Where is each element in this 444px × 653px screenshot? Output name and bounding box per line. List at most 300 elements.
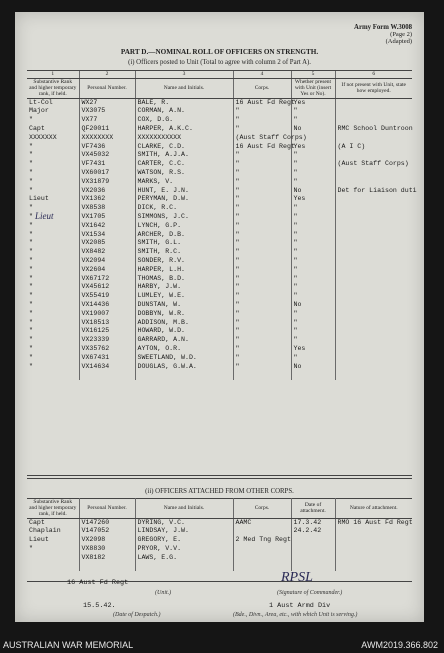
table-row [27, 160, 412, 169]
note-cell [335, 248, 412, 257]
header-nature-attachment: Nature of attachment. [335, 499, 412, 519]
corps-cell: " [233, 204, 291, 213]
personal-number-cell: VX1534 [79, 231, 135, 240]
col-number: 5 [291, 71, 335, 79]
status-cell: " [291, 336, 335, 345]
note-cell: RMC School Duntroon [335, 125, 412, 134]
rank-cell: XXXXXXX [29, 133, 57, 141]
name-cell: MARKS, V. [135, 178, 233, 187]
corps-cell [233, 527, 291, 536]
section1-title: (i) Officers posted to Unit (Total to agree with column 2 of Part A). [128, 59, 311, 66]
rank-cell: Chaplain [29, 527, 61, 535]
name-cell: WATSON, R.S. [135, 169, 233, 178]
note-cell [335, 239, 412, 248]
document-page [15, 12, 424, 622]
status-cell: " [291, 204, 335, 213]
corps-cell: 16 Aust Fd Regt [233, 98, 291, 107]
note-cell [335, 554, 412, 563]
col-number: 1 [27, 71, 79, 79]
status-cell: " [291, 248, 335, 257]
status-cell: " [291, 231, 335, 240]
rank-cell: Capt [29, 125, 45, 132]
name-cell: CARTER, C.C. [135, 160, 233, 169]
status-cell: " [291, 327, 335, 336]
note-cell [335, 283, 412, 292]
corps-cell: " [233, 266, 291, 275]
name-cell: CORMAN, A.N. [135, 107, 233, 116]
personal-number-cell: VX1642 [79, 222, 135, 231]
rank-cell: " [29, 283, 33, 291]
table-row [27, 169, 412, 178]
table-row [27, 178, 412, 187]
table-row [27, 518, 412, 527]
personal-number-cell: VF7436 [79, 143, 135, 152]
col-number: 4 [233, 71, 291, 79]
table-row [27, 363, 412, 372]
corps-cell [233, 545, 291, 554]
header-row [27, 499, 412, 519]
table-row [27, 301, 412, 310]
table-row [27, 345, 412, 354]
corps-cell: " [233, 292, 291, 301]
note-cell [335, 345, 412, 354]
rank-cell: Lieut [29, 195, 49, 203]
table-row [27, 283, 412, 292]
header-name: Name and Initials. [135, 79, 233, 99]
name-cell: COX, D.G. [135, 116, 233, 125]
note-cell [335, 178, 412, 187]
rank-cell: " [29, 221, 33, 229]
status-cell: " [291, 222, 335, 231]
corps-cell: " [233, 213, 291, 222]
name-cell: AYTON, O.R. [135, 345, 233, 354]
personal-number-cell: VX77 [79, 116, 135, 125]
rank-cell: " [29, 230, 33, 238]
formation-value: 1 Aust Armd Div [269, 602, 331, 610]
status-cell: " [291, 178, 335, 187]
note-cell: RMO 16 Aust Fd Regt [335, 518, 412, 527]
name-cell: SWEETLAND, W.D. [135, 354, 233, 363]
status-cell: Yes [291, 195, 335, 204]
status-cell: Yes [291, 143, 335, 152]
note-cell [335, 310, 412, 319]
table-row [27, 116, 412, 125]
personal-number-cell: VX35762 [79, 345, 135, 354]
name-cell: DUNSTAN, W. [135, 301, 233, 310]
personal-number-cell: VX23339 [79, 336, 135, 345]
col-number: 3 [135, 71, 233, 79]
corps-cell: " [233, 336, 291, 345]
status-cell [291, 545, 335, 554]
personal-number-cell: V147260 [79, 518, 135, 527]
note-cell [335, 336, 412, 345]
name-cell: DYRING, V.C. [135, 518, 233, 527]
status-cell: No [291, 363, 335, 372]
table-row [27, 354, 412, 363]
note-cell [335, 363, 412, 372]
personal-number-cell: VX16125 [79, 327, 135, 336]
rank-cell: " [29, 256, 33, 264]
header-date-attachment: Date of attachment. [291, 499, 335, 519]
personal-number-cell: VX2085 [79, 239, 135, 248]
corps-cell: " [233, 107, 291, 116]
personal-number-cell: VX67431 [79, 354, 135, 363]
name-cell: DOUGLAS, G.W.A. [135, 363, 233, 372]
status-cell: 24.2.42 [291, 527, 335, 536]
corps-cell: " [233, 275, 291, 284]
personal-number-cell: VX55419 [79, 292, 135, 301]
name-cell: LYNCH, G.P. [135, 222, 233, 231]
formation-caption: (Bde., Divn., Area, etc., with which Unit is serving.) [233, 612, 358, 618]
table-row [27, 107, 412, 116]
note-cell [335, 327, 412, 336]
header-corps: Corps. [233, 499, 291, 519]
corps-cell: " [233, 354, 291, 363]
corps-cell: " [233, 257, 291, 266]
note-cell [335, 107, 412, 116]
status-cell [291, 554, 335, 563]
unit-caption: (Unit.) [155, 590, 172, 596]
corps-cell: " [233, 231, 291, 240]
header-rank: Substantive Rank and higher temporary rank, if held. [27, 499, 79, 519]
corps-cell: " [233, 116, 291, 125]
status-cell: " [291, 266, 335, 275]
table-row [27, 527, 412, 536]
header-personal-number: Personal Number. [79, 79, 135, 99]
name-cell: HARPER, A.K.C. [135, 125, 233, 134]
section2-title: (ii) OFFICERS ATTACHED FROM OTHER CORPS. [145, 488, 294, 495]
corps-cell: " [233, 239, 291, 248]
corps-cell: " [233, 319, 291, 328]
rank-cell: " [29, 336, 33, 344]
rank-cell: " [29, 151, 33, 159]
personal-number-cell: VX14634 [79, 363, 135, 372]
rank-cell: Major [29, 107, 49, 115]
name-cell: CLARKE, C.D. [135, 143, 233, 152]
form-identifier [354, 24, 412, 45]
personal-number-cell: VX3075 [79, 107, 135, 116]
header-personal-number: Personal Number. [79, 499, 135, 519]
note-cell [335, 257, 412, 266]
status-cell: " [291, 239, 335, 248]
personal-number-cell: VX1362 [79, 195, 135, 204]
rank-cell: " [29, 248, 33, 256]
table-row [27, 319, 412, 328]
personal-number-cell: WX27 [79, 98, 135, 107]
name-cell: SMITH, R.C. [135, 248, 233, 257]
status-cell: " [291, 283, 335, 292]
archive-name: AUSTRALIAN WAR MEMORIAL [3, 640, 134, 650]
corps-cell [233, 554, 291, 563]
name-cell: PRYOR, V.V. [135, 545, 233, 554]
corps-cell: " [233, 169, 291, 178]
note-cell [335, 545, 412, 554]
table-row [27, 125, 412, 134]
name-cell: GARRARD, A.N. [135, 336, 233, 345]
name-cell: SONDER, R.V. [135, 257, 233, 266]
table-row [27, 257, 412, 266]
note-cell [335, 536, 412, 545]
status-cell: No [291, 187, 335, 196]
rank-cell: " [29, 344, 33, 352]
column-number-row [27, 71, 412, 79]
personal-number-cell: VX18513 [79, 319, 135, 328]
status-cell: " [291, 169, 335, 178]
name-cell: DICK, R.C. [135, 204, 233, 213]
note-cell: (Aust Staff Corps) [335, 160, 412, 169]
status-cell: " [291, 319, 335, 328]
rank-cell: " [29, 212, 33, 220]
personal-number-cell: VF7431 [79, 160, 135, 169]
table-row [27, 195, 412, 204]
personal-number-cell: VX67172 [79, 275, 135, 284]
rank-cell: " [29, 116, 33, 124]
form-number: Army Form W.3008 [354, 24, 412, 31]
rank-cell: " [29, 265, 33, 273]
col-number: 6 [335, 71, 412, 79]
status-cell: " [291, 354, 335, 363]
note-cell: (A I C) [335, 143, 412, 152]
table-row [27, 187, 412, 196]
rank-cell: " [29, 142, 33, 150]
name-cell: ADDISON, M.B. [135, 319, 233, 328]
corps-cell: " [233, 125, 291, 134]
table-row [27, 231, 412, 240]
note-cell [335, 151, 412, 160]
header-employment: If not present with Unit, state how employed. [335, 79, 412, 99]
name-cell: SMITH, G.L. [135, 239, 233, 248]
corps-cell: " [233, 151, 291, 160]
rank-cell: Lieut [29, 536, 49, 544]
handwritten-margin-note: Lieut [35, 211, 54, 221]
personal-number-cell: VX8182 [79, 554, 135, 563]
form-adapted: (Adapted) [385, 38, 412, 45]
header-row [27, 79, 412, 99]
note-cell [335, 195, 412, 204]
rank-cell: " [29, 353, 33, 361]
table-row [27, 275, 412, 284]
name-cell: ARCHER, D.B. [135, 231, 233, 240]
personal-number-cell: VX14436 [79, 301, 135, 310]
note-cell [335, 169, 412, 178]
despatch-date: 15.5.42. [83, 602, 116, 610]
personal-number-cell: VX2094 [79, 257, 135, 266]
officers-attached-body [27, 518, 412, 562]
rank-cell: Capt [29, 518, 45, 526]
blank-rows [27, 563, 412, 572]
header-corps: Corps. [233, 79, 291, 99]
personal-number-cell: VX2036 [79, 187, 135, 196]
archive-reference: AWM2019.366.802 [361, 640, 438, 650]
blank-rows [27, 371, 412, 380]
table-row [27, 204, 412, 213]
section-divider [27, 478, 412, 479]
note-cell [335, 213, 412, 222]
personal-number-cell: VX2604 [79, 266, 135, 275]
table-row [27, 336, 412, 345]
personal-number-cell: V147052 [79, 527, 135, 536]
rank-cell: " [29, 309, 33, 317]
corps-cell: " [233, 222, 291, 231]
name-cell: THOMAS, B.D. [135, 275, 233, 284]
rank-cell: " [29, 545, 33, 552]
note-cell [335, 292, 412, 301]
officers-posted-body [27, 98, 417, 371]
personal-number-cell: VX60017 [79, 169, 135, 178]
name-cell: SIMMONS, J.C. [135, 213, 233, 222]
status-cell: " [291, 160, 335, 169]
table-row [27, 213, 412, 222]
name-cell: LUMLEY, W.E. [135, 292, 233, 301]
col-number: 2 [79, 71, 135, 79]
corps-cell: " [233, 327, 291, 336]
section-divider [27, 475, 412, 476]
rank-cell: " [29, 239, 33, 247]
status-cell: " [291, 213, 335, 222]
personal-number-cell: VX8538 [79, 204, 135, 213]
table-row [27, 554, 412, 563]
unit-value: 16 Aust Fd Regt [67, 579, 129, 587]
table-row [27, 222, 412, 231]
note-cell [335, 266, 412, 275]
name-cell: DOBBYN, W.R. [135, 310, 233, 319]
status-cell: " [291, 310, 335, 319]
corps-cell: (Aust Staff Corps) [233, 134, 291, 143]
name-cell: SMITH, A.J.A. [135, 151, 233, 160]
name-cell: PERYMAN, D.W. [135, 195, 233, 204]
rank-cell: Lt-Col [29, 98, 53, 106]
name-cell: LINDSAY, J.W. [135, 527, 233, 536]
rank-cell: " [29, 204, 33, 212]
note-cell [335, 301, 412, 310]
table-row [27, 134, 412, 143]
personal-number-cell: VX31879 [79, 178, 135, 187]
status-cell: " [291, 151, 335, 160]
header-name: Name and Initials. [135, 499, 233, 519]
personal-number-cell: VX45612 [79, 283, 135, 292]
status-cell: " [291, 275, 335, 284]
corps-cell: " [233, 363, 291, 372]
rank-cell: " [29, 177, 33, 185]
rank-cell: " [29, 160, 33, 168]
note-cell [335, 134, 412, 143]
status-cell [291, 536, 335, 545]
status-cell: 17.3.42 [291, 518, 335, 527]
officers-posted-table [27, 70, 417, 380]
table-row [27, 536, 412, 545]
note-cell: Det for Liaison duti [335, 187, 412, 196]
note-cell [335, 275, 412, 284]
personal-number-cell: VX19007 [79, 310, 135, 319]
rank-cell: " [29, 300, 33, 308]
note-cell [335, 98, 412, 107]
personal-number-cell: VX2098 [79, 536, 135, 545]
status-cell: " [291, 107, 335, 116]
note-cell [335, 204, 412, 213]
status-cell: No [291, 125, 335, 134]
corps-cell: " [233, 195, 291, 204]
status-cell: Yes [291, 98, 335, 107]
name-cell: LAWS, E.G. [135, 554, 233, 563]
corps-cell: " [233, 283, 291, 292]
corps-cell: " [233, 178, 291, 187]
name-cell: GREGORY, E. [135, 536, 233, 545]
table-row [27, 248, 412, 257]
archive-footer [0, 638, 444, 653]
status-cell: " [291, 116, 335, 125]
table-row [27, 151, 412, 160]
header-present: Whether present with Unit (insert Yes or No). [291, 79, 335, 99]
rank-cell: " [29, 362, 33, 370]
note-cell [335, 222, 412, 231]
commander-signature: RPSL [281, 570, 313, 585]
status-cell: " [291, 257, 335, 266]
rank-cell: " [29, 186, 33, 194]
corps-cell: 2 Med Tng Regt [233, 536, 291, 545]
rank-cell: " [29, 274, 33, 282]
personal-number-cell: XXXXXXXX [79, 134, 135, 143]
personal-number-cell: VX8830 [79, 545, 135, 554]
personal-number-cell: VX8482 [79, 248, 135, 257]
corps-cell: " [233, 310, 291, 319]
part-title: PART D.—NOMINAL ROLL OF OFFICERS ON STRENGTH. [120, 48, 319, 56]
note-cell [335, 116, 412, 125]
officers-attached-table [27, 498, 412, 571]
personal-number-cell: VX1705 [79, 213, 135, 222]
corps-cell: " [233, 345, 291, 354]
rank-cell: " [29, 168, 33, 176]
corps-cell: " [233, 301, 291, 310]
date-caption: (Date of Despatch.) [113, 612, 161, 618]
table-row [27, 310, 412, 319]
name-cell: XXXXXXXXXXX [135, 134, 233, 143]
status-cell: No [291, 301, 335, 310]
table-row [27, 327, 412, 336]
rank-cell: " [29, 327, 33, 335]
signature-caption: (Signature of Commander.) [277, 590, 343, 596]
name-cell: BALE, R. [135, 98, 233, 107]
rank-cell [27, 554, 79, 563]
note-cell [335, 319, 412, 328]
name-cell: HARPER, L.H. [135, 266, 233, 275]
note-cell [335, 527, 412, 536]
table-row [27, 239, 412, 248]
table-row [27, 98, 412, 107]
note-cell [335, 354, 412, 363]
status-cell: Yes [291, 345, 335, 354]
corps-cell: " [233, 160, 291, 169]
status-cell: " [291, 292, 335, 301]
table-row [27, 545, 412, 554]
table-row [27, 292, 412, 301]
personal-number-cell: VX45032 [79, 151, 135, 160]
note-cell [335, 231, 412, 240]
corps-cell: 16 Aust Fd Regt [233, 143, 291, 152]
rank-cell: " [29, 318, 33, 326]
rank-cell: " [29, 292, 33, 300]
corps-cell: " [233, 248, 291, 257]
corps-cell: " [233, 187, 291, 196]
name-cell: HARBY, J.W. [135, 283, 233, 292]
name-cell: HOWARD, W.D. [135, 327, 233, 336]
table-row [27, 266, 412, 275]
corps-cell: AAMC [233, 518, 291, 527]
table-row [27, 143, 412, 152]
form-page: (Page 2) [390, 31, 412, 38]
personal-number-cell: QF20011 [79, 125, 135, 134]
name-cell: HUNT, E. J.N. [135, 187, 233, 196]
header-rank: Substantive Rank and higher temporary rank, if held. [27, 79, 79, 99]
